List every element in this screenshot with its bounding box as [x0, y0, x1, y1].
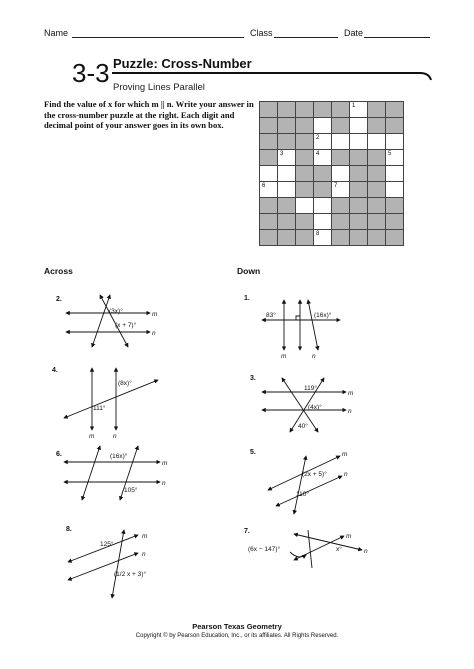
p5-label-m: m	[342, 451, 348, 458]
p3-label-n: n	[348, 408, 352, 415]
p6-angle-1: (16x)°	[110, 453, 128, 460]
p2-angle-1: (3x)°	[109, 308, 123, 315]
clue-number: 6	[262, 183, 266, 189]
lesson-number: 3-3	[72, 58, 110, 88]
across-heading: Across	[44, 266, 73, 276]
clue-number: 5	[388, 151, 392, 157]
lesson-title: Puzzle: Cross-Number	[113, 56, 252, 71]
p2-transversal-2	[100, 295, 128, 347]
p4-label-m: m	[89, 433, 95, 440]
p4-angle-1: (8x)°	[118, 380, 132, 387]
p1-angle-2: (16x)°	[314, 312, 332, 319]
p2-label-n: n	[152, 330, 156, 337]
p7-angle-2: x°	[336, 546, 342, 553]
p4-label-n: n	[113, 433, 117, 440]
name-label: Name	[44, 28, 69, 38]
p7-line-n	[294, 534, 362, 550]
p1-line-3	[308, 300, 318, 350]
lesson-subtitle: Proving Lines Parallel	[113, 82, 205, 93]
clue-number: 2	[316, 135, 320, 141]
p2-transversal-1	[92, 295, 110, 347]
p6-label-n: n	[162, 480, 166, 487]
p8-line-m	[68, 535, 138, 562]
p3-angle-3: 40°	[298, 423, 308, 430]
p4-angle-2: 111°	[93, 405, 106, 412]
p6-number: 6.	[56, 451, 62, 458]
p8-transversal	[112, 530, 124, 598]
p4-transversal	[64, 380, 158, 418]
p2-angle-2: (x + 7)°	[115, 322, 137, 329]
clue-number: 4	[316, 151, 320, 157]
p7-transversal	[308, 530, 312, 568]
p2-number: 2.	[56, 296, 62, 303]
class-label: Class	[250, 28, 273, 38]
p2-label-m: m	[152, 311, 158, 318]
p3-label-m: m	[348, 390, 354, 397]
clue-number: 8	[316, 231, 320, 237]
p7-label-n: n	[364, 548, 368, 555]
p3-angle-1: 119°	[304, 385, 317, 392]
footer-copyright: Copyright © by Pearson Education, Inc., or its affiliates. All Rights Reserved.	[135, 633, 339, 639]
clue-number: 7	[334, 183, 338, 189]
p7-label-m: m	[346, 533, 352, 540]
p5-transversal	[294, 456, 306, 514]
p5-angle-1: (2x + 5)°	[302, 471, 327, 478]
p5-angle-2: 110°	[296, 491, 309, 498]
p1-right-angle	[296, 316, 300, 320]
p8-label-m: m	[142, 533, 148, 540]
p3-number: 3.	[250, 375, 256, 382]
instructions: Find the value of x for which m || n. Write your answer in the cross-number puzzle at the right. Each digit and decimal point of your answer goes in its own box.	[44, 99, 254, 131]
p5-number: 5.	[250, 449, 256, 456]
p1-label-n: n	[312, 353, 316, 360]
p7-angle-1: (6x − 147)°	[248, 546, 281, 553]
date-label: Date	[344, 28, 364, 38]
p8-number: 8.	[66, 526, 72, 533]
p1-number: 1.	[244, 295, 250, 302]
p6-transversal-1	[82, 446, 100, 500]
p8-angle-1: 125°	[100, 541, 114, 548]
clue-number: 1	[352, 103, 356, 109]
p3-angle-2: (4x)°	[308, 404, 322, 411]
p1-label-m: m	[281, 353, 287, 360]
p1-angle-1: 83°	[266, 312, 276, 319]
p5-label-n: n	[344, 471, 348, 478]
p5-line-n	[276, 476, 342, 506]
p8-angle-2: (1/2 x + 3)°	[114, 571, 147, 578]
p4-number: 4.	[52, 367, 58, 374]
down-heading: Down	[237, 266, 261, 276]
footer-book-title: Pearson Texas Geometry	[192, 622, 282, 631]
p6-angle-2: 105°	[124, 487, 138, 494]
p7-angle-arrow	[290, 552, 306, 557]
p7-number: 7.	[244, 528, 250, 535]
p6-label-m: m	[162, 460, 168, 467]
clue-number: 3	[280, 151, 284, 157]
p8-label-n: n	[142, 551, 146, 558]
